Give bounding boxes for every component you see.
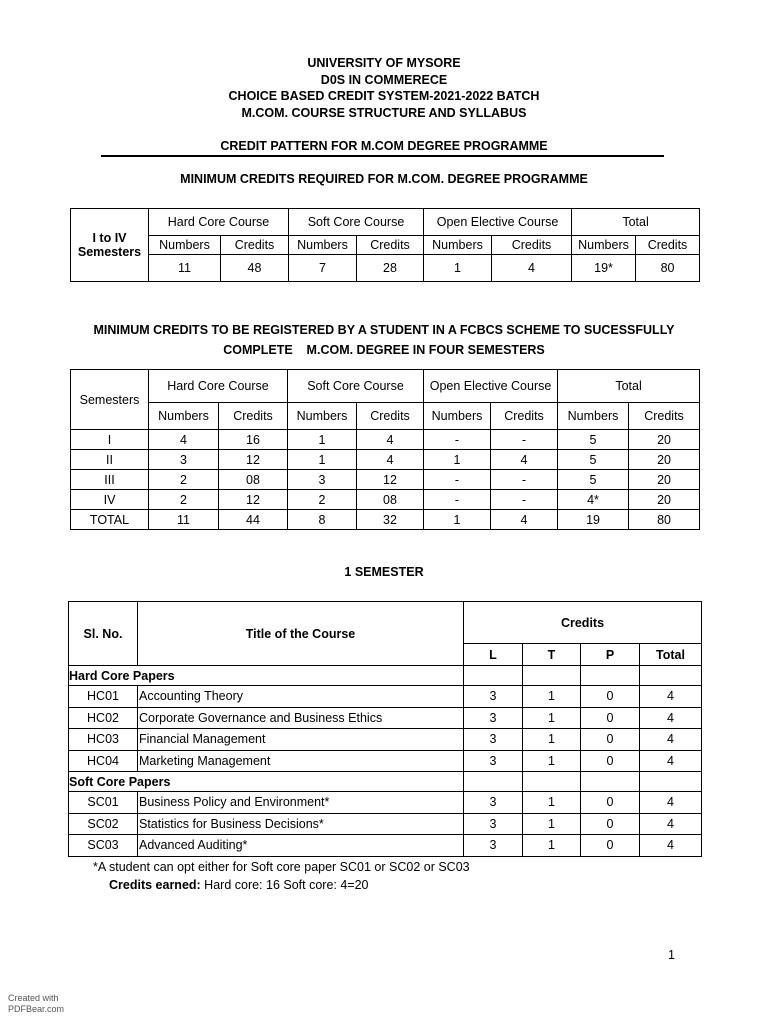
table-cell: 4 [491,450,558,470]
credit-l: 3 [464,835,523,857]
value-cell: 48 [221,255,289,282]
credit-total: 4 [640,835,702,857]
credits-header: Credits [464,602,702,644]
table-cell: 3 [288,470,357,490]
table-cell: 4 [491,510,558,530]
group-header: Hard Core Course [149,370,288,403]
category-row [69,666,702,686]
table-cell: I [71,430,149,450]
table-cell: 5 [558,470,629,490]
table-cell: - [424,470,491,490]
course-title: Corporate Governance and Business Ethics [138,707,464,729]
credit-p: 0 [581,813,640,835]
value-cell: 1 [424,255,492,282]
table-cell: 2 [149,470,219,490]
semester-credits-table [70,369,700,530]
header-system: CHOICE BASED CREDIT SYSTEM-2021-2022 BATCH [228,89,540,103]
group-header: Total [558,370,700,403]
group-header: Open Elective Course [424,209,572,236]
table-cell: III [71,470,149,490]
subheader: Numbers [149,236,221,255]
course-code: SC02 [69,813,138,835]
course-title: Advanced Auditing* [138,835,464,857]
table-cell: 19 [558,510,629,530]
table-cell: 12 [219,490,288,510]
table-row [69,750,702,772]
credit-col-header: T [523,644,581,666]
table-cell: II [71,450,149,470]
table-cell: - [424,430,491,450]
credit-l: 3 [464,729,523,751]
semester-credits-title [0,320,768,360]
table-cell: 4* [558,490,629,510]
soft-core-label: Soft Core Papers [69,772,464,792]
credit-total: 4 [640,750,702,772]
credits-earned-value: Hard core: 16 Soft core: 4=20 [200,878,369,892]
credit-total: 4 [640,813,702,835]
course-code: HC04 [69,750,138,772]
table-cell: 16 [219,430,288,450]
value-cell: 4 [492,255,572,282]
credit-t: 1 [523,750,581,772]
table-cell: IV [71,490,149,510]
table-cell: 32 [357,510,424,530]
page-number: 1 [668,948,675,962]
header-course-structure: M.COM. COURSE STRUCTURE AND SYLLABUS [241,105,527,120]
value-cell: 19* [572,255,636,282]
table-cell: - [491,490,558,510]
table-cell: 20 [629,450,700,470]
course-code: HC02 [69,707,138,729]
value-cell: 80 [636,255,700,282]
value-cell: 28 [357,255,424,282]
course-title-header: Title of the Course [138,602,464,666]
table-cell: TOTAL [71,510,149,530]
table-cell: 2 [288,490,357,510]
group-header: Open Elective Course [424,370,558,403]
footnote: *A student can opt either for Soft core paper SC01 or SC02 or SC03 [93,860,470,874]
credit-l: 3 [464,813,523,835]
credit-p: 0 [581,686,640,708]
subheader: Numbers [149,403,219,430]
table-cell: 1 [288,430,357,450]
course-title: Marketing Management [138,750,464,772]
credit-l: 3 [464,686,523,708]
table-cell: 1 [288,450,357,470]
table-row [69,707,702,729]
table-cell: 4 [357,450,424,470]
semester-title: 1 SEMESTER [344,565,424,579]
table-cell: - [491,430,558,450]
credit-t: 1 [523,813,581,835]
watermark-line2: PDFBear.com [8,1004,65,1014]
course-title: Business Policy and Environment* [138,792,464,814]
group-header: Hard Core Course [149,209,289,236]
watermark [8,993,64,1015]
credit-t: 1 [523,686,581,708]
table-cell: 1 [424,450,491,470]
table-row [69,792,702,814]
credits-earned [109,878,369,892]
semester-credits-title-line2: COMPLETE M.COM. DEGREE IN FOUR SEMESTERS [223,343,545,357]
subheader: Credits [219,403,288,430]
credit-l: 3 [464,792,523,814]
table-row [69,686,702,708]
course-code: SC03 [69,835,138,857]
table-cell: 08 [357,490,424,510]
table-cell: 08 [219,470,288,490]
subheader: Credits [357,403,424,430]
watermark-line1: Created with [8,993,59,1003]
course-title: Statistics for Business Decisions* [138,813,464,835]
credit-total: 4 [640,792,702,814]
table-row [69,835,702,857]
credit-l: 3 [464,707,523,729]
credit-t: 1 [523,835,581,857]
document-header [0,55,768,121]
subheader: Numbers [424,403,491,430]
min-credits-title: MINIMUM CREDITS REQUIRED FOR M.COM. DEGREE PROGRAMME [180,172,588,186]
subheader: Numbers [558,403,629,430]
subheader: Numbers [572,236,636,255]
group-header: Total [572,209,700,236]
subheader: Numbers [424,236,492,255]
value-cell: 11 [149,255,221,282]
subheader: Credits [492,236,572,255]
category-row [69,772,702,792]
credit-col-header: L [464,644,523,666]
group-header: Soft Core Course [288,370,424,403]
table-cell: 2 [149,490,219,510]
table-row [69,729,702,751]
table-cell: 8 [288,510,357,530]
credits-earned-label: Credits earned: [109,878,201,892]
credit-p: 0 [581,707,640,729]
header-university: UNIVERSITY OF MYSORE [307,56,461,70]
course-title: Financial Management [138,729,464,751]
table-cell: 20 [629,470,700,490]
credit-col-header: P [581,644,640,666]
table-cell: 4 [149,430,219,450]
table-row [71,490,700,510]
credit-t: 1 [523,707,581,729]
subheader: Numbers [289,236,357,255]
table-cell: 4 [357,430,424,450]
min-credits-table [70,208,700,282]
semester-course-table [68,601,702,857]
credit-l: 3 [464,750,523,772]
table-row [69,813,702,835]
credit-col-header: Total [640,644,702,666]
subheader: Credits [491,403,558,430]
table-cell: - [491,470,558,490]
credit-pattern-title: CREDIT PATTERN FOR M.COM DEGREE PROGRAMME [220,139,548,153]
table-row [71,450,700,470]
course-code: SC01 [69,792,138,814]
course-code: HC03 [69,729,138,751]
table-cell: 80 [629,510,700,530]
credit-total: 4 [640,707,702,729]
table-cell: - [424,490,491,510]
credit-p: 0 [581,729,640,751]
table-cell: 12 [357,470,424,490]
table-cell: 3 [149,450,219,470]
subheader: Credits [636,236,700,255]
subheader: Credits [357,236,424,255]
title-underline [101,155,664,157]
table-cell: 11 [149,510,219,530]
value-cell: 7 [289,255,357,282]
subheader: Credits [629,403,700,430]
table-cell: 5 [558,450,629,470]
group-header: Soft Core Course [289,209,424,236]
table-row-total [71,510,700,530]
semester-credits-title-line1: MINIMUM CREDITS TO BE REGISTERED BY A STUDENT IN A FCBCS SCHEME TO SUCESSFULLY [93,323,675,337]
semesters-header: Semesters [71,370,149,430]
table-cell: 44 [219,510,288,530]
credit-t: 1 [523,792,581,814]
course-title: Accounting Theory [138,686,464,708]
subheader: Credits [221,236,289,255]
table-cell: 20 [629,490,700,510]
table-row [71,430,700,450]
table-cell: 20 [629,430,700,450]
sl-no-header: Sl. No. [69,602,138,666]
credit-p: 0 [581,792,640,814]
semesters-label-line2: Semesters [77,245,142,259]
semesters-label-line1: I to IV [92,231,127,245]
table-row [71,470,700,490]
credit-total: 4 [640,729,702,751]
credit-t: 1 [523,729,581,751]
subheader: Numbers [288,403,357,430]
table-cell: 1 [424,510,491,530]
table-cell: 5 [558,430,629,450]
semesters-cell [71,209,149,282]
credit-p: 0 [581,835,640,857]
credit-total: 4 [640,686,702,708]
course-code: HC01 [69,686,138,708]
credit-p: 0 [581,750,640,772]
header-department: D0S IN COMMERECE [320,72,448,87]
table-cell: 12 [219,450,288,470]
hard-core-label: Hard Core Papers [69,666,464,686]
